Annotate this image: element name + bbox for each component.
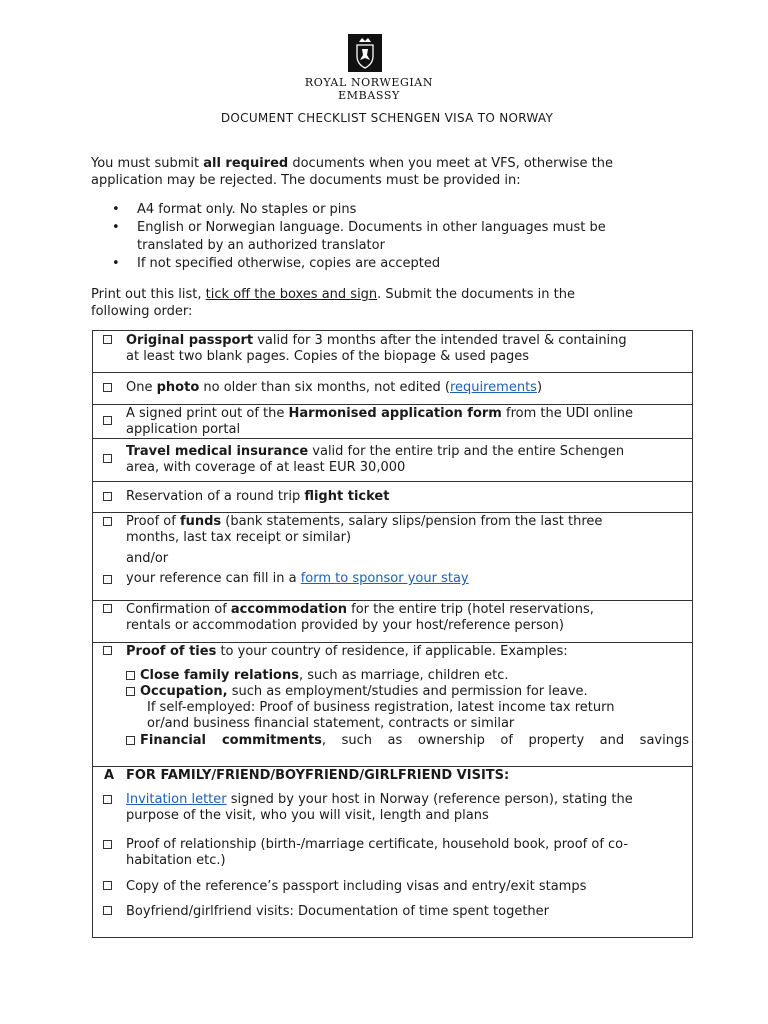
intro-paragraph — [91, 155, 691, 189]
funds-text — [126, 514, 686, 546]
section-a-letter: A — [104, 768, 115, 783]
ties-bold: Proof of ties — [126, 644, 217, 659]
row-accommodation — [93, 601, 692, 643]
occupation-checkbox[interactable] — [126, 687, 135, 696]
funds-line2: months, last tax receipt or similar) — [126, 530, 352, 545]
row-proof-of-ties — [93, 643, 692, 767]
passport-checkbox[interactable] — [103, 335, 112, 344]
ties-rest: to your country of residence, if applicable. Examples: — [216, 644, 568, 659]
ties-self-employed — [147, 700, 687, 732]
accommodation-bold: accommodation — [230, 602, 347, 617]
insurance-rest: valid for the entire trip and the entire Schengen — [308, 444, 625, 459]
document-title: DOCUMENT CHECKLIST SCHENGEN VISA TO NORWAY — [220, 111, 554, 125]
ties-family — [126, 668, 689, 684]
ties-occupation — [126, 684, 689, 700]
flight-text — [126, 489, 686, 505]
invitation-text — [126, 792, 686, 824]
sponsor-text — [126, 571, 686, 587]
instruction-paragraph — [91, 286, 691, 320]
format-requirements-list — [108, 201, 688, 273]
funds-bold: funds — [179, 514, 222, 529]
section-a-heading: FOR FAMILY/FRIEND/BOYFRIEND/GIRLFRIEND VISITS: — [126, 768, 510, 783]
form-text — [126, 406, 686, 438]
ties-financial — [126, 733, 689, 749]
passport-line2: at least two blank pages. Copies of the biopage & used pages — [126, 349, 530, 364]
flight-pre: Reservation of a round trip — [126, 489, 305, 504]
family-bold: Close family relations — [140, 668, 299, 683]
intro-bold: all required — [203, 156, 289, 171]
financial-rest: , such as ownership of property and savings — [321, 733, 689, 748]
insurance-checkbox[interactable] — [103, 454, 112, 463]
invitation-checkbox[interactable] — [103, 795, 112, 804]
self-employed-line2: or/and business financial statement, contracts or similar — [147, 716, 515, 731]
sponsor-form-link[interactable]: form to sponsor your stay — [300, 571, 469, 586]
row-photo — [93, 373, 692, 405]
photo-mid: no older than six months, not edited ( — [199, 380, 450, 395]
photo-pre: One — [126, 380, 157, 395]
accommodation-text — [126, 602, 686, 634]
bullet-language-text: English or Norwegian language. Documents in other languages must be — [137, 220, 606, 235]
row-funds — [93, 513, 692, 601]
funds-checkbox[interactable] — [103, 517, 112, 526]
bullet-copies: • If not specified otherwise, copies are accepted — [108, 255, 688, 273]
photo-requirements-link[interactable]: requirements — [449, 380, 537, 395]
instruction-line2: following order: — [91, 304, 193, 319]
passport-text — [126, 333, 686, 365]
flight-checkbox[interactable] — [103, 492, 112, 501]
instruction-text: Print out this list, — [91, 287, 206, 302]
accommodation-post: for the entire trip (hotel reservations, — [346, 602, 594, 617]
occupation-rest: such as employment/studies and permission for leave. — [227, 684, 588, 699]
relationship-line2: habitation etc.) — [126, 853, 226, 868]
financial-checkbox[interactable] — [126, 736, 135, 745]
accommodation-checkbox[interactable] — [103, 604, 112, 613]
form-line2: application portal — [126, 422, 241, 437]
insurance-bold: Travel medical insurance — [126, 444, 309, 459]
checklist-table — [92, 330, 693, 938]
accommodation-pre: Confirmation of — [126, 602, 231, 617]
reference-passport-text: Copy of the reference’s passport including visas and entry/exit stamps — [126, 879, 587, 894]
photo-post: ) — [536, 380, 543, 395]
bullet-language — [108, 219, 688, 255]
occupation-bold: Occupation, — [140, 684, 228, 699]
row-flight — [93, 482, 692, 513]
passport-bold: Original passport — [126, 333, 254, 348]
passport-rest: valid for 3 months after the intended travel & containing — [253, 333, 627, 348]
flight-bold: flight ticket — [304, 489, 390, 504]
accommodation-line2: rentals or accommodation provided by your host/reference person) — [126, 618, 564, 633]
section-a-family-visits — [93, 767, 692, 937]
form-pre: A signed print out of the — [126, 406, 289, 421]
relationship-line1: Proof of relationship (birth-/marriage certificate, household book, proof of co- — [126, 837, 629, 852]
instruction-underlined: tick off the boxes and sign — [205, 287, 378, 302]
intro-text: You must submit — [91, 156, 204, 171]
funds-pre: Proof of — [126, 514, 180, 529]
reference-passport-checkbox[interactable] — [103, 881, 112, 890]
sponsor-checkbox[interactable] — [103, 575, 112, 584]
funds-andor: and/or — [126, 551, 169, 566]
self-employed-line1: If self-employed: Proof of business registration, latest income tax return — [147, 700, 615, 715]
sponsor-pre: your reference can fill in a — [126, 571, 301, 586]
relationship-checkbox[interactable] — [103, 840, 112, 849]
instruction-text-cont: . Submit the documents in the — [377, 287, 575, 302]
row-application-form — [93, 405, 692, 439]
photo-checkbox[interactable] — [103, 383, 112, 392]
embassy-name: ROYAL NORWEGIAN EMBASSY — [304, 76, 434, 102]
relationship-text — [126, 837, 686, 869]
partner-checkbox[interactable] — [103, 906, 112, 915]
family-rest: , such as marriage, children etc. — [298, 668, 509, 683]
ties-checkbox[interactable] — [103, 646, 112, 655]
intro-line2: application may be rejected. The documents must be provided in: — [91, 173, 521, 188]
norwegian-royal-crest-icon — [348, 34, 382, 72]
invitation-line2: purpose of the visit, who you will visit, length and plans — [126, 808, 489, 823]
row-insurance — [93, 439, 692, 482]
bullet-language-text-cont: translated by an authorized translator — [137, 238, 385, 253]
financial-bold: Financial commitments — [140, 733, 322, 748]
invitation-letter-link[interactable]: Invitation letter — [126, 792, 227, 807]
funds-post: (bank statements, salary slips/pension from the last three — [221, 514, 603, 529]
insurance-text — [126, 444, 686, 476]
insurance-line2: area, with coverage of at least EUR 30,000 — [126, 460, 406, 475]
intro-text-cont: documents when you meet at VFS, otherwise the — [288, 156, 613, 171]
photo-text — [126, 380, 686, 396]
family-checkbox[interactable] — [126, 671, 135, 680]
row-passport — [93, 331, 692, 373]
form-bold: Harmonised application form — [288, 406, 502, 421]
form-post: from the UDI online — [501, 406, 633, 421]
ties-text — [126, 644, 686, 660]
form-checkbox[interactable] — [103, 416, 112, 425]
photo-bold: photo — [156, 380, 200, 395]
invitation-rest: signed by your host in Norway (reference person), stating the — [226, 792, 633, 807]
partner-text: Boyfriend/girlfriend visits: Documentation of time spent together — [126, 904, 550, 919]
bullet-a4: • A4 format only. No staples or pins — [108, 201, 688, 219]
